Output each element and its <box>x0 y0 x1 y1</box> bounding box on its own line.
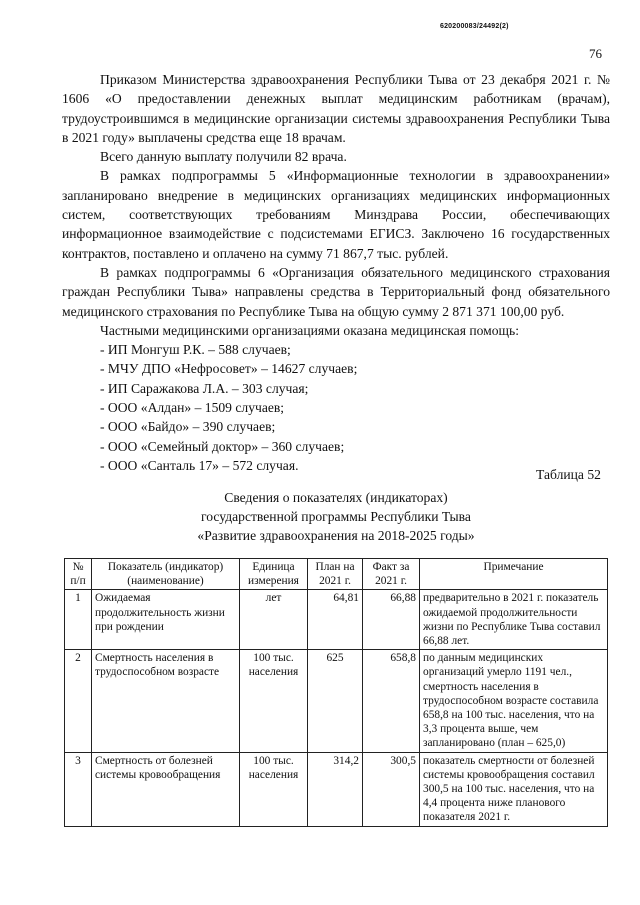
paragraph-subprogram-5: В рамках подпрограммы 5 «Информационные технологии в здравоохранении» запланировано внедрение в медицинских организациях медицинских информационных систем, соответствующих требованиям Минздрава России, обеспечивающих информационное взаимодействие с подсистемами ЕГИСЗ. Заключено 16 государственных контрактов, поставлено и оплачено на сумму 71 867,7 тыс. рублей. <box>62 168 610 261</box>
table-header-row <box>65 559 608 590</box>
table-row <box>65 752 608 826</box>
cell-fact: 300,5 <box>363 752 420 826</box>
paragraph-subprogram-6: В рамках подпрограммы 6 «Организация обязательного медицинского страхования граждан Республики Тыва» направлены средства в Территориальный фонд обязательного медицинского страхования по Республике Тыва на общую сумму 2 871 371 100,00 руб. <box>62 264 610 319</box>
list-item: - ООО «Санталь 17» – 572 случая. <box>100 457 299 473</box>
document-id: 620200083/24492(2) <box>440 23 509 30</box>
list-item: - ООО «Семейный доктор» – 360 случаев; <box>100 438 345 454</box>
cell-indicator: Ожидаемая продолжительность жизни при рождении <box>92 590 240 650</box>
body-text <box>62 70 610 475</box>
cell-unit: лет <box>240 590 308 650</box>
cell-plan: 314,2 <box>308 752 363 826</box>
table-title-line: Сведения о показателях (индикаторах) <box>224 490 448 505</box>
list-item: - ООО «Байдо» – 390 случаев; <box>100 419 276 435</box>
cell-num: 2 <box>65 650 92 752</box>
cell-note: предварительно в 2021 г. показатель ожидаемой продолжительности жизни по Республике Тыва составил 66,88 лет. <box>420 590 608 650</box>
header-fact: Факт за 2021 г. <box>363 559 420 590</box>
list-item: - МЧУ ДПО «Нефросовет» – 14627 случаев; <box>100 361 358 377</box>
cell-plan: 625 <box>308 650 363 752</box>
table-title-line: государственной программы Республики Тыва <box>201 509 471 524</box>
cell-num: 3 <box>65 752 92 826</box>
header-indicator: Показатель (индикатор) (наименование) <box>92 559 240 590</box>
list-item: - ИП Саражакова Л.А. – 303 случая; <box>100 380 309 396</box>
list-item: - ООО «Алдан» – 1509 случаев; <box>100 400 285 416</box>
table-row <box>65 590 608 650</box>
page-number: 76 <box>589 46 602 61</box>
cell-fact: 66,88 <box>363 590 420 650</box>
cell-fact: 658,8 <box>363 650 420 752</box>
table-title <box>62 488 610 545</box>
cell-plan: 64,81 <box>308 590 363 650</box>
cell-indicator: Смертность населения в трудоспособном возрасте <box>92 650 240 752</box>
table-title-line: «Развитие здравоохранения на 2018-2025 годы» <box>197 528 475 543</box>
paragraph-private-clinics: Частными медицинскими организациями оказана медицинская помощь: <box>100 322 520 338</box>
cell-unit: 100 тыс. населения <box>240 752 308 826</box>
cell-num: 1 <box>65 590 92 650</box>
header-unit: Единица измерения <box>240 559 308 590</box>
cell-unit: 100 тыс. населения <box>240 650 308 752</box>
table-row <box>65 650 608 752</box>
header-plan: План на 2021 г. <box>308 559 363 590</box>
paragraph-total-payments: Всего данную выплату получили 82 врача. <box>100 149 347 165</box>
indicators-table <box>64 558 608 827</box>
list-item: - ИП Монгуш Р.К. – 588 случаев; <box>100 342 291 358</box>
cell-indicator: Смертность от болезней системы кровообращения <box>92 752 240 826</box>
cell-note: показатель смертности от болезней системы кровообращения составил 300,5 на 100 тыс. населения, что на 4,4 процента ниже планового показателя 2021 г. <box>420 752 608 826</box>
table-label: Таблица 52 <box>536 467 601 482</box>
header-note: Примечание <box>420 559 608 590</box>
paragraph-order-1606: Приказом Министерства здравоохранения Республики Тыва от 23 декабря 2021 г. № 1606 «О предоставлении денежных выплат медицинским работникам (врачам), трудоустроившимся в медицинские организации системы здравоохранения Республики Тыва в 2021 году» выплачены средства еще 18 врачам. <box>62 72 610 145</box>
cell-note: по данным медицинских организаций умерло 1191 чел., смертность населения в трудоспособном возрасте составила 658,8 на 100 тыс. населения, что на 3,3 процента выше, чем запланировано (план – 625,0) <box>420 650 608 752</box>
header-num: № п/п <box>65 559 92 590</box>
